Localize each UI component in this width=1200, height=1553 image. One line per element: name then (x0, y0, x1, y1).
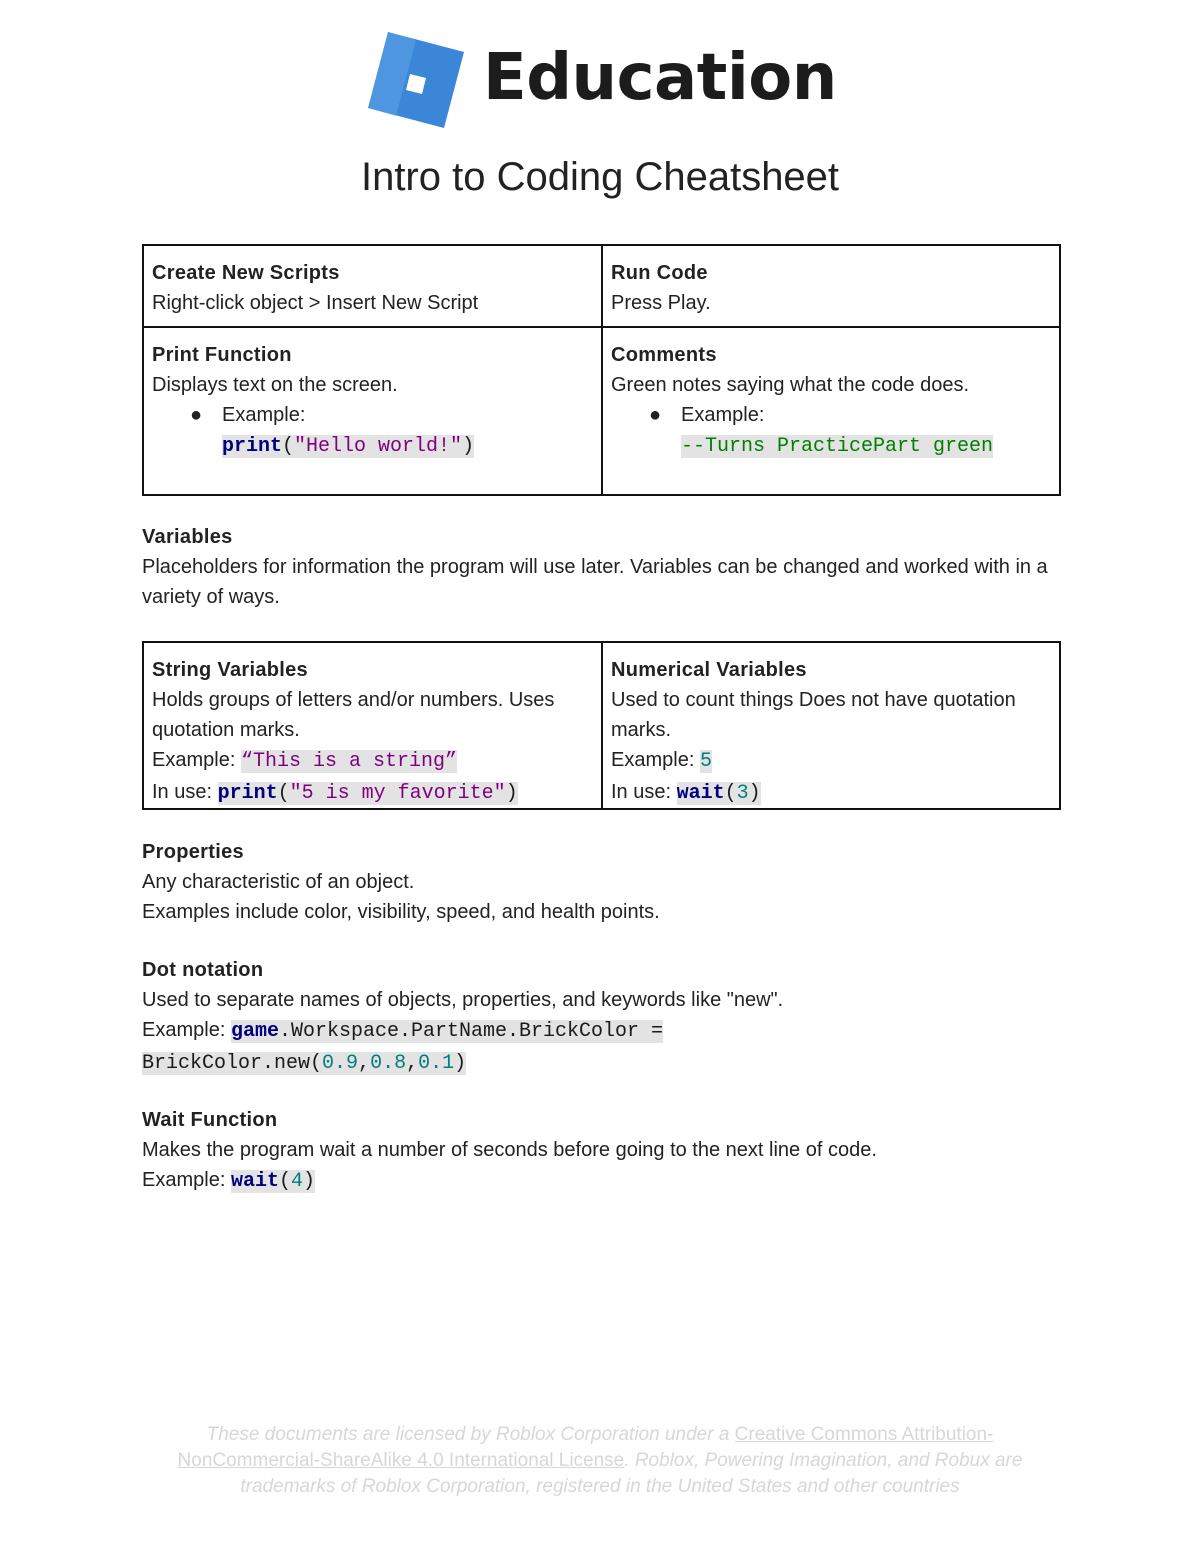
properties-line2: Examples include color, visibility, speed, and health points. (142, 901, 660, 923)
basics-table (142, 244, 1061, 496)
wait-function-line1: Makes the program wait a number of seconds before going to the next line of code. (142, 1139, 877, 1161)
footer-text-1: These documents are licensed by Roblox Corporation under a (206, 1424, 735, 1445)
dot-notation-example-line2: BrickColor.new(0.9,0.8,0.1) (142, 1052, 467, 1075)
logo-wordmark: Education (483, 41, 837, 115)
license-footer (150, 1422, 1050, 1500)
print-function-desc: Displays text on the screen. (152, 374, 398, 396)
dot-notation-line1: Used to separate names of objects, properties, and keywords like "new". (142, 989, 784, 1011)
print-example-item (152, 400, 593, 462)
dot-notation-example-line: Example: game.Workspace.PartName.BrickColor = (142, 1019, 664, 1043)
variables-table (142, 641, 1061, 810)
page-title: Intro to Coding Cheatsheet (360, 155, 840, 199)
dot-notation-section (142, 955, 1062, 1079)
comments-example-code: --Turns PracticePart green (681, 435, 994, 458)
properties-line1: Any characteristic of an object. (142, 871, 415, 893)
print-example-label: Example: (222, 404, 306, 426)
properties-title: Properties (142, 841, 244, 863)
variables-desc: Placeholders for information the program will use later. Variables can be changed and worked with in a variety of ways. (142, 556, 1048, 608)
wait-function-section (142, 1105, 1062, 1197)
variables-title: Variables (142, 526, 233, 548)
comments-example-label: Example: (681, 404, 765, 426)
create-scripts-desc: Right-click object > Insert New Script (152, 292, 479, 314)
run-code-title: Run Code (611, 262, 708, 284)
bullet-icon: ● (190, 404, 203, 426)
string-inuse-line: In use: print("5 is my favorite") (152, 781, 518, 805)
variables-section (142, 522, 1062, 612)
properties-section (142, 837, 1062, 927)
roblox-logo-icon (368, 30, 468, 130)
string-variables-title: String Variables (152, 659, 308, 681)
run-code-desc: Press Play. (611, 292, 711, 314)
roblox-education-logo (368, 30, 838, 130)
wait-function-example-line: Example: wait(4) (142, 1169, 315, 1193)
string-example-line: Example: “This is a string” (152, 749, 457, 773)
comments-example-item (611, 400, 1053, 462)
numerical-example-line: Example: 5 (611, 749, 712, 773)
comments-title: Comments (611, 344, 717, 366)
string-variables-desc: Holds groups of letters and/or numbers. Uses quotation marks. (152, 689, 555, 741)
wait-function-title: Wait Function (142, 1109, 278, 1131)
comments-desc: Green notes saying what the code does. (611, 374, 970, 396)
dot-notation-title: Dot notation (142, 959, 264, 981)
numerical-variables-cell (603, 643, 1061, 808)
numerical-inuse-line: In use: wait(3) (611, 781, 761, 805)
create-scripts-cell (144, 246, 603, 328)
print-function-cell (144, 328, 603, 494)
print-example-code: print("Hello world!") (222, 435, 475, 458)
create-scripts-title: Create New Scripts (152, 262, 340, 284)
comments-cell (603, 328, 1061, 494)
print-function-title: Print Function (152, 344, 292, 366)
numerical-variables-desc: Used to count things Does not have quotation marks. (611, 689, 1016, 741)
string-variables-cell (144, 643, 603, 808)
creative-commons-link[interactable]: Creative Commons Attribution-NonCommercial-ShareAlike 4.0 International License (177, 1424, 994, 1471)
run-code-cell (603, 246, 1061, 328)
footer-text-2: . Roblox, Powering Imagination, and Robux are trademarks of Roblox Corporation, registered in the United States and other countries (240, 1450, 1023, 1497)
bullet-icon: ● (649, 404, 662, 426)
numerical-variables-title: Numerical Variables (611, 659, 807, 681)
